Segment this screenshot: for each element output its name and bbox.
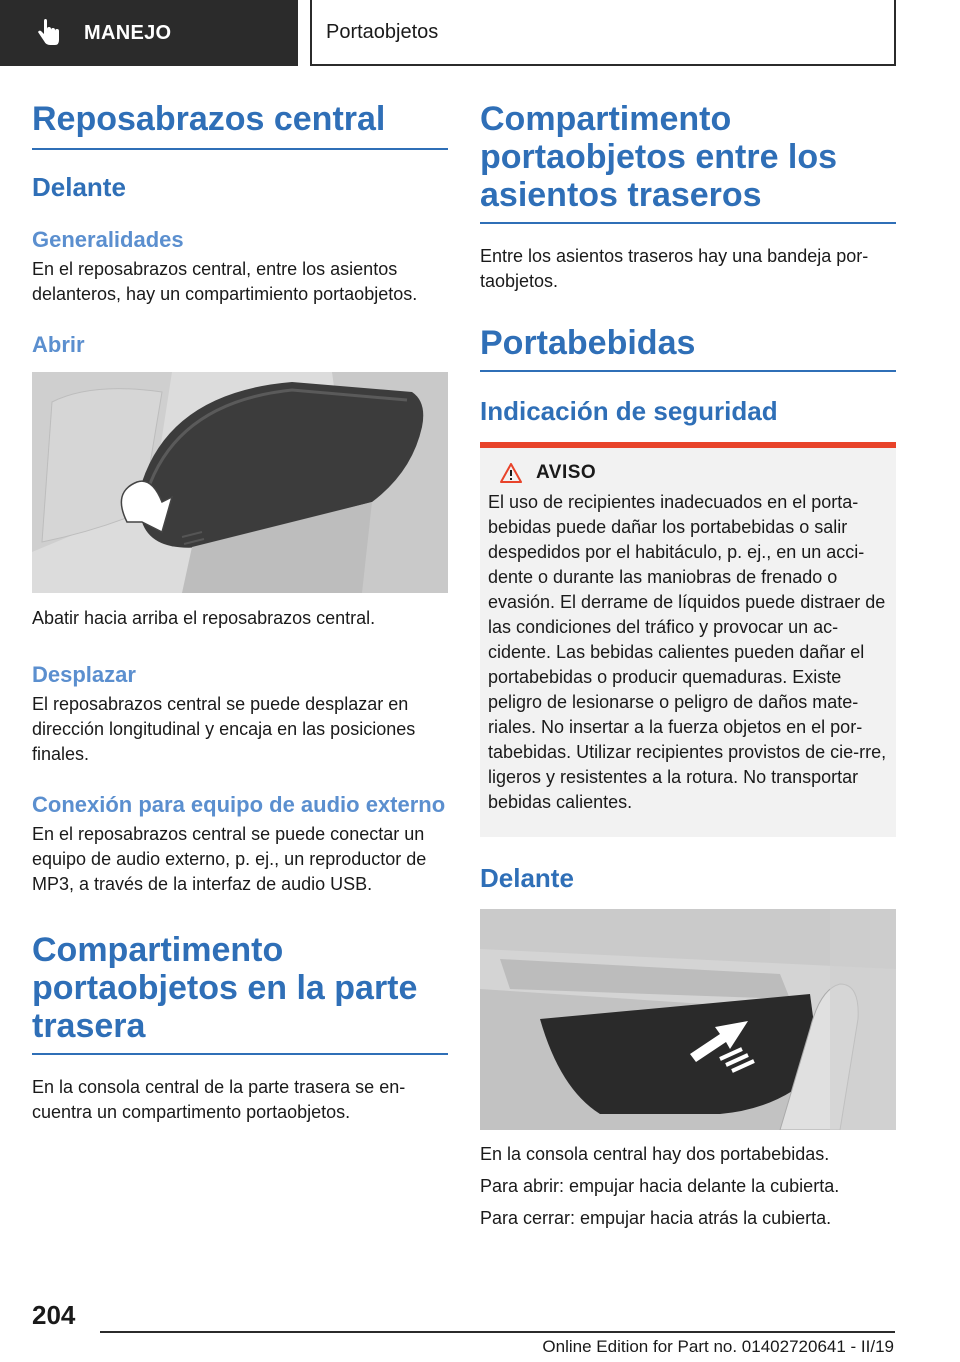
footer-edition: Online Edition for Part no. 01402720641 - II/19 [542,1337,894,1356]
cupholder-photo [480,909,896,1130]
heading-portabebidas: Portabebidas [480,324,896,372]
abrir-caption: Abatir hacia arriba el reposabrazos central. [32,608,376,628]
armrest-photo [32,372,448,593]
warning-label: AVISO [536,462,597,483]
section-label: Portaobjetos [326,20,439,43]
left-column [32,100,448,1125]
warning-box [480,448,896,837]
warning-panel [480,442,896,837]
heading-generalidades: Generalidades [32,227,184,252]
delante-text-3: Para cerrar: empujar hacia atrás la cubierta. [480,1208,832,1228]
warning-text: El uso de recipientes inadecuados en el porta‐bebidas puede dañar los portabebidas o salir despedidos por el habitáculo, p. ej., en un acci‐dente o durante las maniobras de frenado o evasión. El derrame de líquidos puede distraer de las condiciones del tráfico y provocar un ac‐cidente. Las bebidas calientes pueden dañar el portabebidas o producir quemaduras. Existe peligro de lesionarse o peligro de daños mate‐riales. No insertar a la fuerza objetos en el por‐tabebidas. Utilizar recipientes provistos de cie‐rre, ligeros y resistentes a la rotura. No transportar bebidas calientes. [488,492,887,812]
right-column [480,100,896,1231]
generalidades-text: En el reposabrazos central, entre los asientos delanteros, hay un compartimiento portaobjetos. [32,259,418,304]
delante-text-1: En la consola central hay dos portabebidas. [480,1144,830,1164]
heading-compartimento-trasera: Compartimento portaobjetos en la parte trasera [32,931,448,1055]
warning-header [488,462,888,484]
heading-delante: Delante [32,172,126,202]
section-box [310,0,896,66]
heading-seguridad: Indicación de seguridad [480,396,778,426]
chapter-tab[interactable] [0,0,298,66]
hand-icon [36,19,62,47]
heading-compartimento-asientos: Compartimento portaobjetos entre los asientos traseros [480,100,896,224]
heading-reposabrazos: Reposabrazos central [32,100,448,150]
delante-text-2: Para abrir: empujar hacia delante la cubierta. [480,1176,840,1196]
heading-conexion: Conexión para equipo de audio externo [32,792,446,817]
compartimento-asientos-text: Entre los asientos traseros hay una bandeja por‐taobjetos. [480,246,869,291]
footer-rule [100,1331,895,1333]
conexion-text: En el reposabrazos central se puede conectar un equipo de audio externo, p. ej., un reproductor de MP3, a través de la interfaz de audio USB. [32,824,427,894]
compartimento-trasera-text: En la consola central de la parte trasera se en‐cuentra un compartimento portaobjetos. [32,1077,406,1122]
heading-abrir: Abrir [32,332,85,357]
desplazar-text: El reposabrazos central se puede desplazar en dirección longitudinal y encaja en las posiciones finales. [32,694,416,764]
page-header [0,0,960,66]
page-number: 204 [32,1300,76,1330]
heading-delante-portabebidas: Delante [480,863,574,893]
warning-icon [500,463,522,483]
chapter-label: MANEJO [84,21,172,44]
heading-desplazar: Desplazar [32,662,136,687]
